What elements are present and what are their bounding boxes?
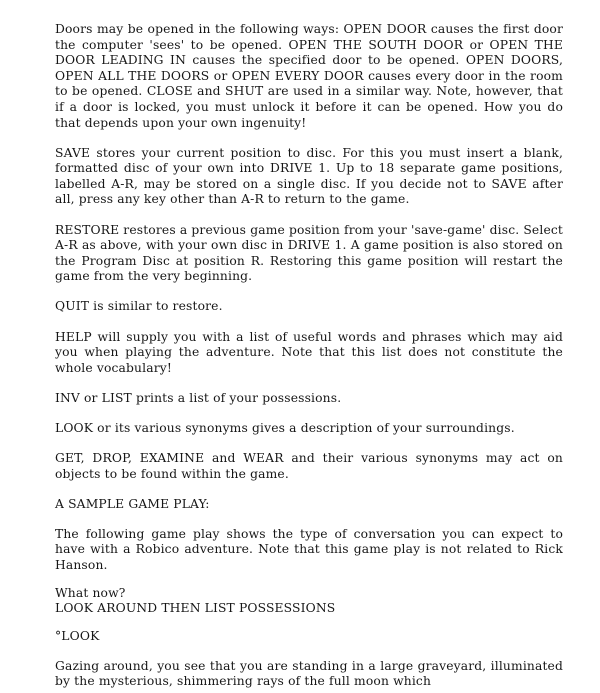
game-look-echo: °LOOK bbox=[55, 628, 100, 643]
paragraph-restore: RESTORE restores a previous game position from your 'save-game' disc. Select A-R as above, with your own disc in DRIVE 1. A game position is also stored on the Program Disc at position R. Restoring this game position will restart the game from the very beginning. bbox=[55, 222, 563, 284]
game-prompt: What now? bbox=[55, 585, 126, 600]
paragraph-gazing: Gazing around, you see that you are standing in a large graveyard, illuminated by the mysterious, shimmering rays of the full moon which bbox=[55, 658, 563, 689]
manual-page bbox=[55, 22, 563, 690]
paragraph-open-doors: Doors may be opened in the following ways: OPEN DOOR causes the first door the computer 'sees' to be opened. OPEN THE SOUTH DOOR or OPEN THE DOOR LEADING IN causes the specified door to be opened. OPEN DOORS, OPEN ALL THE DOORS or OPEN EVERY DOOR causes every door in the room to be opened. CLOSE and SHUT are used in a similar way. Note, however, that if a door is locked, you must unlock it before it can be opened. How you do that depends upon your own ingenuity! bbox=[55, 22, 563, 130]
game-command: LOOK AROUND THEN LIST POSSESSIONS bbox=[55, 601, 336, 616]
paragraph-quit: QUIT is similar to restore. bbox=[55, 299, 223, 314]
paragraph-look: LOOK or its various synonyms gives a description of your surroundings. bbox=[55, 420, 515, 435]
paragraph-get-drop: GET, DROP, EXAMINE and WEAR and their various synonyms may act on objects to be found within the game. bbox=[55, 450, 563, 481]
sample-game-heading: A SAMPLE GAME PLAY: bbox=[55, 496, 210, 511]
paragraph-sample-intro: The following game play shows the type of conversation you can expect to have with a Robico adventure. Note that this game play is not related to Rick Hanson. bbox=[55, 526, 563, 572]
paragraph-help: HELP will supply you with a list of useful words and phrases which may aid you when playing the adventure. Note that this list does not constitute the whole vocabulary! bbox=[55, 329, 563, 375]
paragraph-inv: INV or LIST prints a list of your possessions. bbox=[55, 390, 342, 405]
paragraph-save: SAVE stores your current position to disc. For this you must insert a blank, formatted disc of your own into DRIVE 1. Up to 18 separate game positions, labelled A-R, may be stored on a single disc. If you decide not to SAVE after all, press any key other than A-R to return to the game. bbox=[55, 145, 563, 207]
